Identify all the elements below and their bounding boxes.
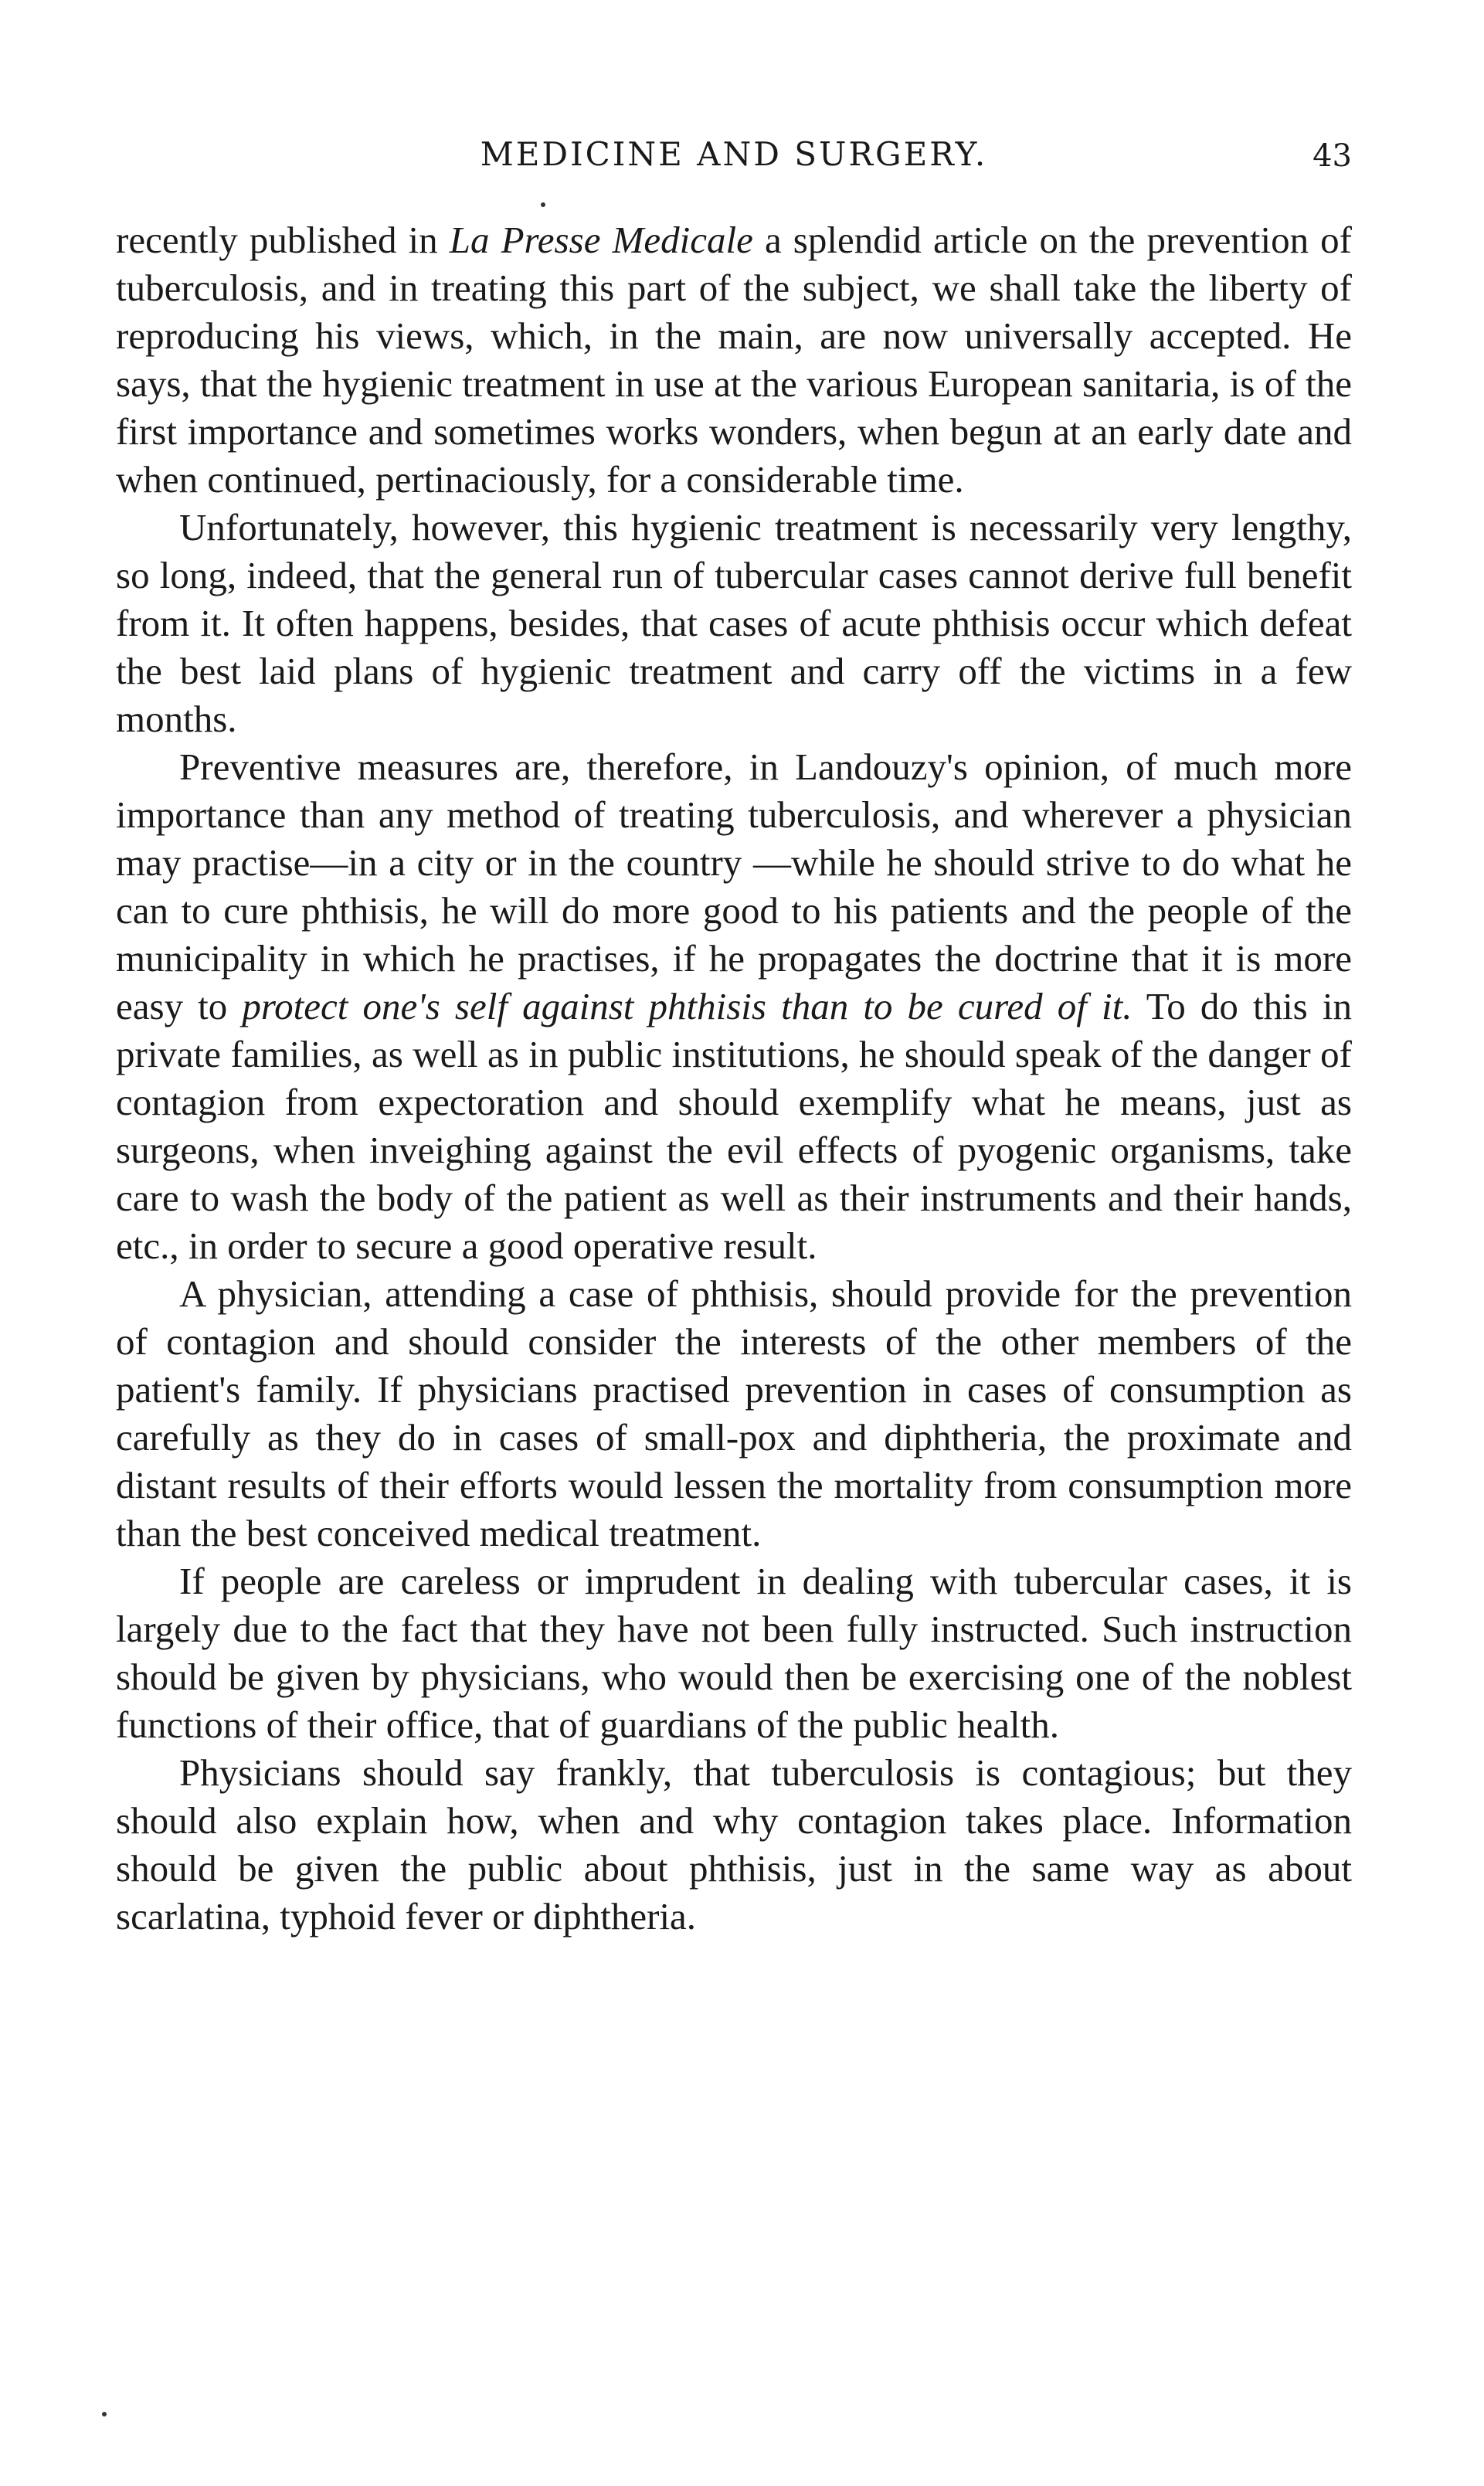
print-speck	[541, 202, 545, 207]
text-run: Physicians should say frankly, that tuberculosis is contagious; but they should also explain how, when and why contagion takes place. Information should be given the public about phthisis, just in the same way as about scarlatina, typhoid fever or diphtheria.	[116, 1751, 1352, 1938]
text-run: recently published in	[116, 219, 450, 261]
page-header	[116, 135, 1352, 189]
text-run: If people are careless or imprudent in dealing with tubercular cases, it is largely due to the fact that they have not been fully instructed. Such instruction should be given by physicians, who would then be exercising one of the noblest functions of their office, that of guardians of the public health.	[116, 1560, 1352, 1746]
body-text	[116, 216, 1352, 1941]
paragraph	[116, 504, 1352, 743]
paragraph	[116, 1557, 1352, 1749]
text-run: Unfortunately, however, this hygienic treatment is necessarily very lengthy, so long, indeed, that the general run of tubercular cases cannot derive full benefit from it. It often happens, besides, that cases of acute phthisis occur which defeat the best laid plans of hygienic treatment and carry off the victims in a few months.	[116, 506, 1352, 740]
text-run: To do this in private families, as well as in public institutions, he should speak of the danger of contagion from expectoration and should exemplify what he means, just as surgeons, when inveighing against the evil effects of pyogenic organisms, take care to wash the body of the patient as well as their instruments and their hands, etc., in order to secure a good operative result.	[116, 985, 1352, 1267]
page-number: 43	[1313, 138, 1352, 174]
paragraph	[116, 1270, 1352, 1557]
paragraph	[116, 1749, 1352, 1941]
italic-run: La Presse Medicale	[449, 219, 753, 261]
italic-run: protect one's self against phthisis than to be cured of it.	[242, 985, 1133, 1027]
print-speck	[102, 2412, 107, 2416]
running-title: MEDICINE AND SURGERY.	[480, 135, 988, 173]
text-run: Preventive measures are, therefore, in Landouzy's opinion, of much more importance than any method of treating tuberculosis, and wherever a physician may practise—in a city or in the country —while he should strive to do what he can to cure phthisis, he will do more good to his patients and the people of the municipality in which he practises, if he propagates the doctrine that it is more easy to	[116, 745, 1352, 1027]
text-run: A physician, attending a case of phthisis, should provide for the prevention of contagion and should consider the interests of the other members of the patient's family. If physicians practised prevention in cases of consumption as carefully as they do in cases of small-pox and diphtheria, the proximate and distant results of their efforts would lessen the mortality from consumption more than the best conceived medical treatment.	[116, 1272, 1352, 1554]
text-run: a splendid article on the prevention of tuberculosis, and in treating this part of the subject, we shall take the liberty of reproducing his views, which, in the main, are now universally accepted. He says, that the hygienic treatment in use at the various European sanitaria, is of the first importance and sometimes works wonders, when begun at an early date and when continued, pertinaciously, for a considerable time.	[116, 219, 1353, 501]
paragraph	[116, 216, 1352, 504]
paragraph	[116, 743, 1352, 1270]
